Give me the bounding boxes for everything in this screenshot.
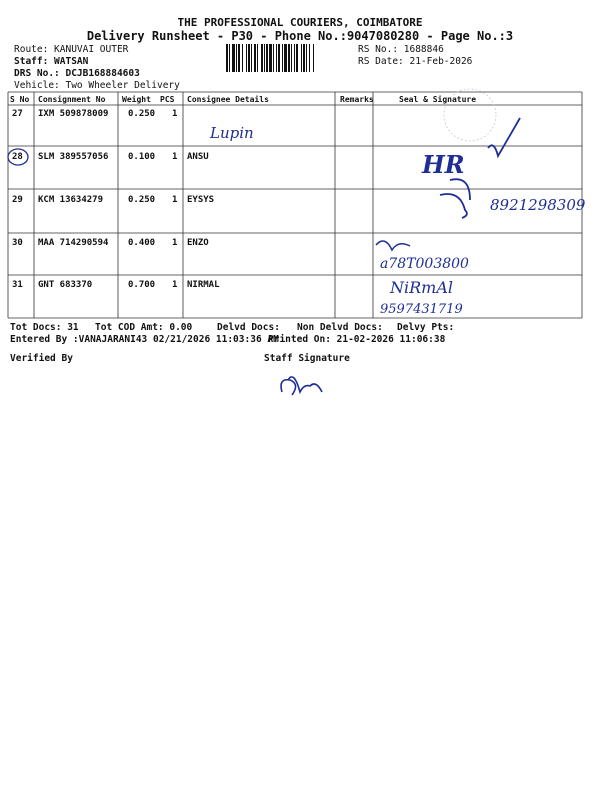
row-weight: 0.250 — [128, 195, 156, 205]
tot-cod-amt: Tot COD Amt: 0.00 — [95, 322, 193, 333]
row-sno: 30 — [12, 238, 23, 248]
row-weight: 0.400 — [128, 238, 156, 248]
col-header-consignment: Consignment No — [38, 95, 106, 104]
col-header-weight: Weight — [122, 95, 151, 104]
staff-label: Staff: WATSAN — [14, 56, 89, 67]
row-consignment: MAA 714290594 — [38, 238, 109, 248]
handwritten-hr: HR — [422, 150, 465, 179]
delvy-pts: Delvy Pts: — [397, 322, 455, 333]
company-name: THE PROFESSIONAL COURIERS, COIMBATORE — [177, 16, 423, 29]
col-header-remarks: Remarks — [340, 95, 374, 104]
row-sno: 31 — [12, 280, 23, 290]
row-sno: 28 — [12, 152, 23, 162]
row-consignee: ENZO — [187, 238, 209, 248]
row-pcs: 1 — [172, 109, 178, 119]
handwritten-phone-row30: a78T003800 — [380, 256, 469, 272]
staff-signature-mark — [281, 377, 322, 395]
rs-date: RS Date: 21-Feb-2026 — [358, 56, 473, 67]
entered-by: Entered By :VANAJARANI43 02/21/2026 11:03:36 AM — [10, 334, 279, 345]
row-pcs: 1 — [172, 195, 178, 205]
row-consignee: NIRMAL — [187, 280, 220, 290]
verified-by-label: Verified By — [10, 353, 73, 364]
row-consignee: EYSYS — [187, 195, 215, 205]
col-header-consignee: Consignee Details — [187, 95, 269, 104]
printed-on: Printed On: 21-02-2026 11:06:38 — [268, 334, 446, 345]
runsheet-title: Delivery Runsheet - P30 - Phone No.:9047080280 - Page No.:3 — [86, 29, 514, 43]
handwritten-lupin: Lupin — [210, 124, 254, 142]
staff-signature-label: Staff Signature — [264, 353, 350, 364]
handwritten-phone-row29: 8921298309 — [490, 196, 586, 214]
row-weight: 0.100 — [128, 152, 156, 162]
route-label: Route: KANUVAI OUTER — [14, 44, 129, 55]
row-consignment: IXM 509878009 — [38, 109, 109, 119]
row-consignee: ANSU — [187, 152, 209, 162]
row-weight: 0.250 — [128, 109, 156, 119]
row-consignment: SLM 389557056 — [38, 152, 109, 162]
col-header-sno: S No — [10, 95, 30, 104]
drs-number: DRS No.: DCJB168884603 — [14, 68, 140, 79]
non-delvd-docs: Non Delvd Docs: — [297, 322, 383, 333]
rs-number: RS No.: 1688846 — [358, 44, 444, 55]
handwritten-phone-row31: 9597431719 — [380, 302, 463, 317]
row-consignment: GNT 683370 — [38, 280, 93, 290]
delvd-docs: Delvd Docs: — [217, 322, 280, 333]
row-pcs: 1 — [172, 280, 178, 290]
row-consignment: KCM 13634279 — [38, 195, 104, 205]
col-header-pcs: PCS — [160, 95, 175, 104]
row-weight: 0.700 — [128, 280, 156, 290]
tot-docs: Tot Docs: 31 — [10, 322, 79, 333]
row-sno: 29 — [12, 195, 23, 205]
col-header-seal-signature: Seal & Signature — [399, 95, 477, 104]
row-pcs: 1 — [172, 152, 178, 162]
row-sno: 27 — [12, 109, 23, 119]
row-pcs: 1 — [172, 238, 178, 248]
handwritten-name-row31: NiRmAl — [390, 278, 454, 297]
vehicle-label: Vehicle: Two Wheeler Delivery — [14, 80, 180, 91]
